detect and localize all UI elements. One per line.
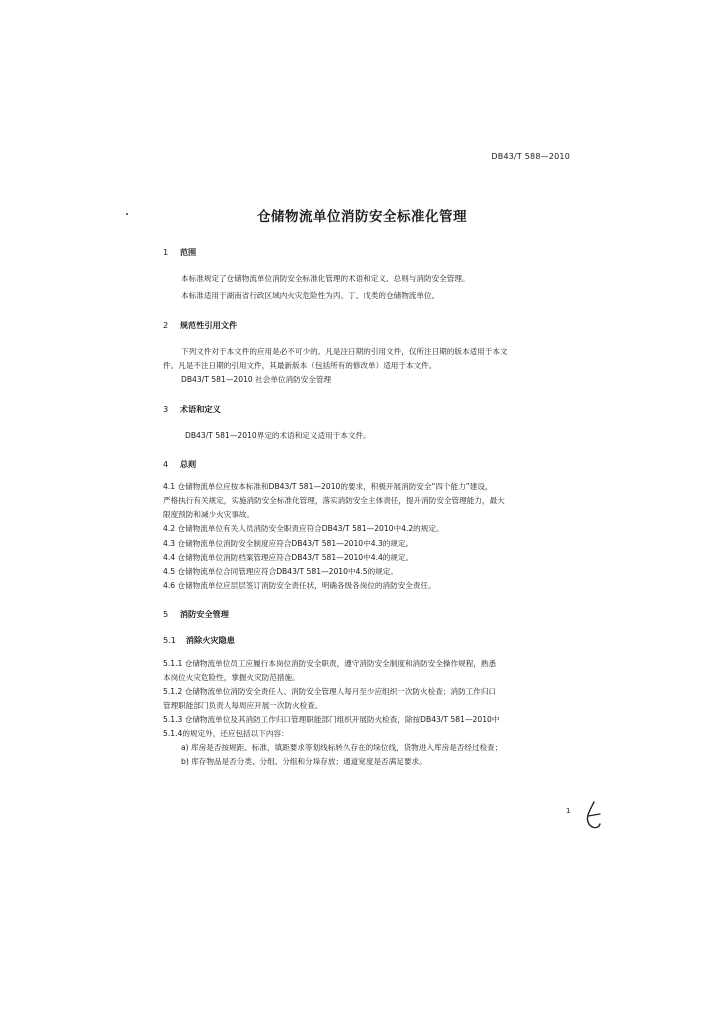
paragraph-line: 4.4 仓储物流单位消防档案管理应符合DB43/T 581—2010中4.4的规定。 [163, 553, 414, 562]
handwritten-mark [582, 800, 606, 834]
paragraph-line: 5.1.2 仓储物流单位消防安全责任人、消防安全管理人每月至少应组织一次防火检查；消防工作归口 [163, 687, 497, 696]
paragraph-line: DB43/T 581—2010 社会单位消防安全管理 [181, 375, 332, 384]
list-item-a: a) 库房是否按规距、标准，填距要求等划线标转久存在的垛位线，货物进入库房是否经过检查； [181, 743, 503, 752]
paragraph-line: DB43/T 581—2010界定的术语和定义适用于本文件。 [185, 431, 371, 440]
paragraph-line: 本岗位火灾危险性，掌握火灾防范措施。 [163, 673, 300, 682]
paragraph-line: 件。凡是不注日期的引用文件，其最新版本（包括所有的修改单）适用于本文件。 [163, 361, 437, 370]
section-4-heading: 4 总则 [163, 459, 197, 469]
paragraph-line: 4.2 仓储物流单位有关人员消防安全职责应符合DB43/T 581—2010中4.2的规定。 [163, 524, 444, 533]
paragraph-line: 本标准规定了仓储物流单位消防安全标准化管理的术语和定义、总则与消防安全管理。 [181, 274, 470, 283]
paragraph-line: 4.1 仓储物流单位应按本标准和DB43/T 581—2010的要求，积极开展消防安全“四个能力”建设， [163, 482, 493, 491]
paragraph-line: 严格执行有关规定，实施消防安全标准化管理，落实消防安全主体责任，提升消防安全管理能力，最大 [163, 496, 505, 505]
document-title: 仓储物流单位消防安全标准化管理 [257, 209, 467, 225]
paragraph-line: 5.1.4的规定外，还应包括以下内容： [163, 729, 289, 738]
paragraph-line: 管理职能部门负责人每周应开展一次防火检查。 [163, 701, 323, 710]
paragraph-line: 限度预防和减少火灾事故。 [163, 510, 255, 519]
section-2-heading: 2 规范性引用文件 [163, 320, 238, 330]
subsection-5-1-heading: 5.1 消除火灾隐患 [163, 635, 235, 645]
paragraph-line: 4.6 仓储物流单位应层层签订消防安全责任状，明确各级各岗位的消防安全责任。 [163, 581, 436, 590]
paragraph-line: 4.5 仓储物流单位合同管理应符合DB43/T 581—2010中4.5的规定。 [163, 567, 398, 576]
paragraph-line: 4.3 仓储物流单位消防安全制度应符合DB43/T 581—2010中4.3的规定。 [163, 539, 414, 548]
document-id: DB43/T 588—2010 [491, 152, 570, 161]
section-3-heading: 3 术语和定义 [163, 404, 221, 414]
paragraph-line: 本标准适用于湖南省行政区域内火灾危险性为丙、丁、戊类的仓储物流单位。 [181, 291, 440, 300]
section-5-heading: 5 消防安全管理 [163, 609, 229, 619]
page-number: 1 [566, 807, 571, 815]
paragraph-line: 5.1.1 仓储物流单位员工应履行本岗位消防安全职责，遵守消防安全制度和消防安全操作规程，熟悉 [163, 659, 497, 668]
paragraph-line: 下列文件对于本文件的应用是必不可少的。凡是注日期的引用文件，仅所注日期的版本适用于本文 [181, 347, 508, 356]
section-1-heading: 1 范围 [163, 247, 197, 257]
list-item-b: b) 库存物品是否分类、分组、分组和分垛存放；通道宽度是否满足要求。 [181, 757, 427, 766]
paragraph-line: 5.1.3 仓储物流单位及其消防工作归口管理职能部门组织开展防火检查，除按DB43/T 581—2010中 [163, 715, 500, 724]
